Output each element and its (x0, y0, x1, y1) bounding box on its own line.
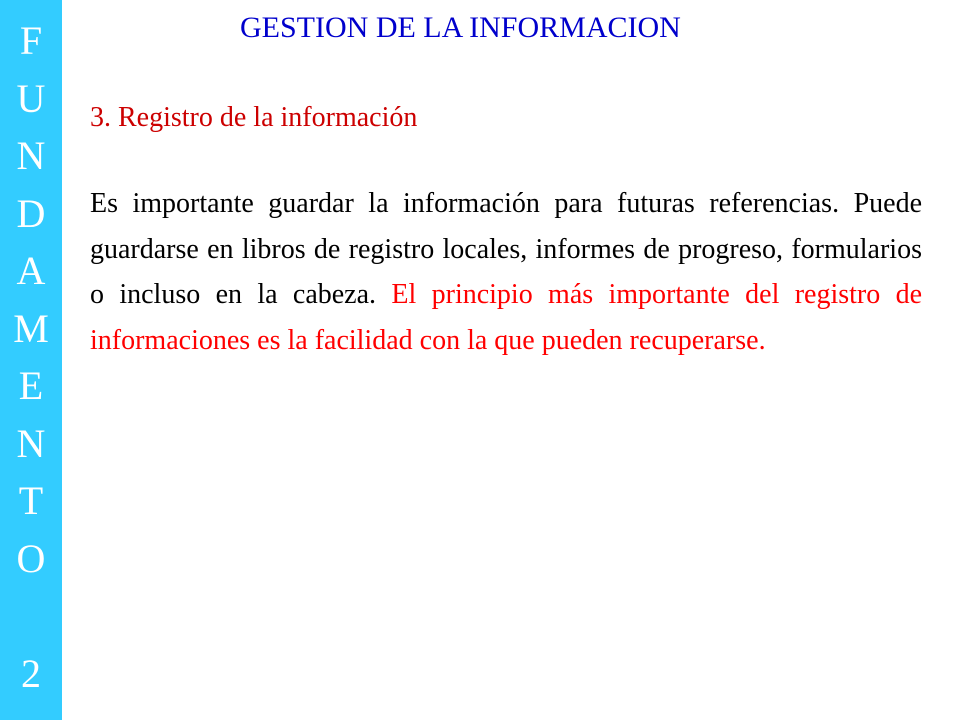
sidebar-vertical-label (0, 12, 62, 702)
sidebar-letter: O (16, 535, 46, 581)
sidebar-letter: N (16, 133, 46, 178)
sidebar-band (0, 0, 62, 720)
body-text-normal: Es importante guardar la información para futuras referencias. Puede guardarse en libros de registro locales, informes de progreso, formularios o incluso en la cabeza. (90, 188, 922, 310)
sidebar-letter: T (18, 478, 44, 523)
sidebar-letter: E (18, 363, 44, 408)
sidebar-letter: D (16, 190, 46, 236)
body-text-highlight: El principio más importante del registro de informaciones es la facilidad con la que pueden recuperarse. (90, 279, 923, 356)
sidebar-letter: M (13, 305, 49, 351)
sidebar-letter: U (16, 75, 46, 121)
sidebar-letter: N (16, 420, 46, 466)
sidebar-letter: 2 (21, 650, 41, 696)
body-paragraph (90, 181, 922, 363)
sidebar-letter: A (16, 248, 46, 293)
sidebar-letter-spacer (0, 587, 62, 645)
slide-title: GESTION DE LA INFORMACION (240, 11, 681, 44)
section-heading: 3. Registro de la información (90, 102, 418, 133)
sidebar-letter: F (19, 18, 43, 63)
